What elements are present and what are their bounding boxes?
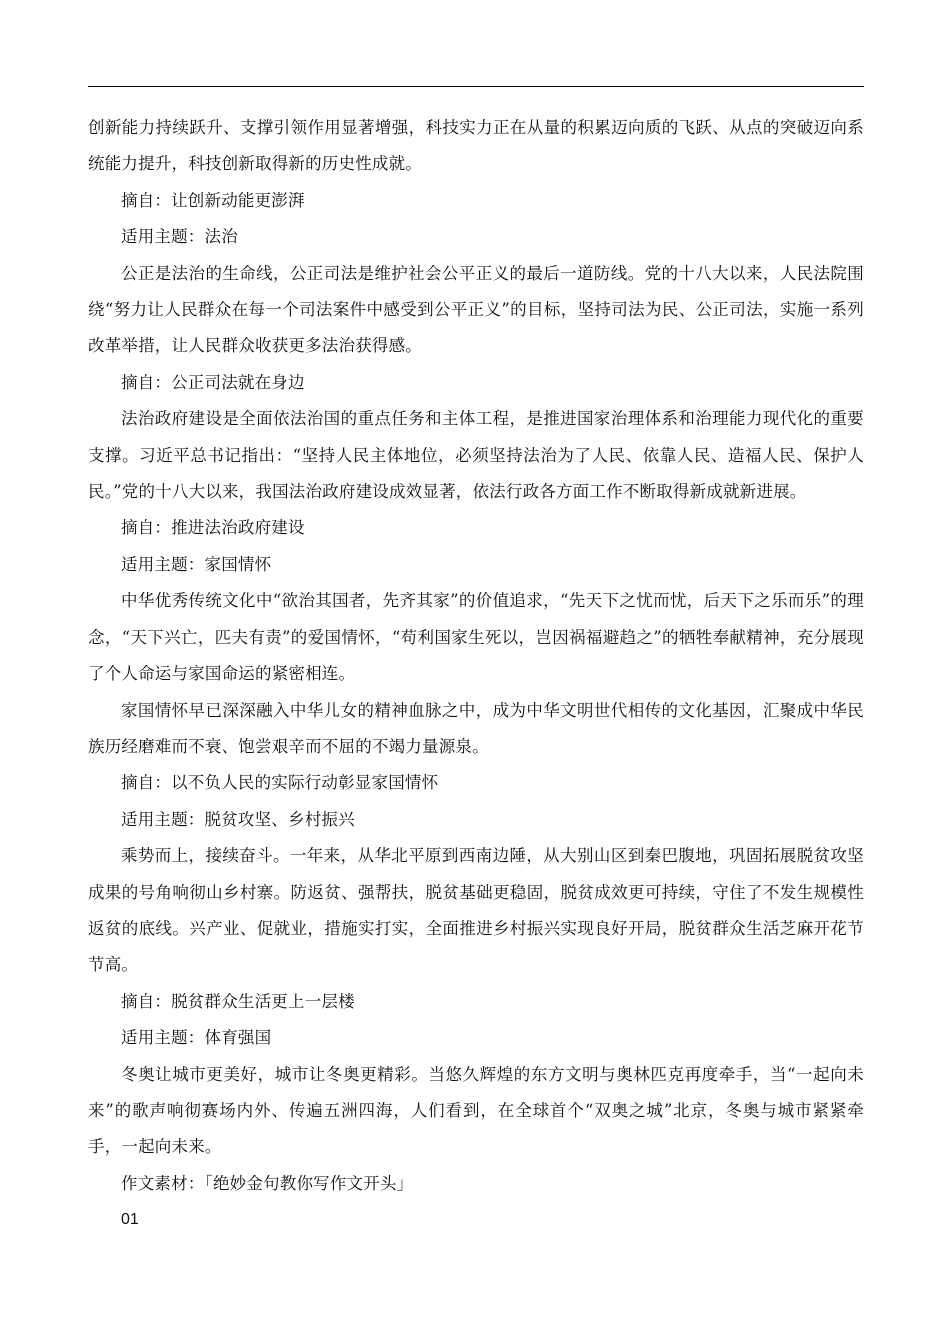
header-rule <box>88 86 864 87</box>
paragraph: 冬奥让城市更美好，城市让冬奥更精彩。当悠久辉煌的东方文明与奥林匹克再度牵手，当“一起向未来”的歌声响彻赛场内外、传遍五洲四海，人们看到，在全球首个“双奥之城”北京，冬奥与城市紧紧牵手，一起向未来。 <box>88 1064 864 1157</box>
paragraph-continuation: 创新能力持续跃升、支撑引领作用显著增强，科技实力正在从量的积累迈向质的飞跃、从点的突破迈向系统能力提升，科技创新取得新的历史性成就。 <box>88 118 864 174</box>
topic-heading: 适用主题：家国情怀 <box>121 554 272 574</box>
section-title: 作文素材：「绝妙金句教你写作文开头」 <box>121 1173 414 1193</box>
source-note: 摘自：让创新动能更澎湃 <box>121 190 305 210</box>
document-body <box>88 110 864 1239</box>
paragraph: 法治政府建设是全面依法治国的重点任务和主体工程，是推进国家治理体系和治理能力现代化的重要支撑。习近平总书记指出：“坚持人民主体地位，必须坚持法治为了人民、依靠人民、造福人民、保护人民。”党的十八大以来，我国法治政府建设成效显著，依法行政各方面工作不断取得新成就新进展。 <box>88 409 864 502</box>
section-number: 01 <box>121 1211 139 1229</box>
source-note: 摘自：脱贫群众生活更上一层楼 <box>121 991 355 1011</box>
source-note: 摘自：公正司法就在身边 <box>121 372 305 392</box>
source-note: 摘自：推进法治政府建设 <box>121 518 305 538</box>
paragraph: 公正是法治的生命线，公正司法是维护社会公平正义的最后一道防线。党的十八大以来，人民法院围绕“努力让人民群众在每一个司法案件中感受到公平正义”的目标，坚持司法为民、公正司法，实施一系列改革举措，让人民群众收获更多法治获得感。 <box>88 263 864 356</box>
source-note: 摘自：以不负人民的实际行动彰显家国情怀 <box>121 773 439 793</box>
paragraph: 中华优秀传统文化中“欲治其国者，先齐其家”的价值追求，“先天下之忧而忧，后天下之乐而乐”的理念，“天下兴亡，匹夫有责”的爱国情怀，“苟利国家生死以，岂因祸福避趋之”的牺牲奉献精神，充分展现了个人命运与家国命运的紧密相连。 <box>88 591 864 684</box>
topic-heading: 适用主题：脱贫攻坚、乡村振兴 <box>121 809 355 829</box>
paragraph: 乘势而上，接续奋斗。一年来，从华北平原到西南边陲，从大别山区到秦巴腹地，巩固拓展脱贫攻坚成果的号角响彻山乡村寨。防返贫、强帮扶，脱贫基础更稳固，脱贫成效更可持续，守住了不发生规模性返贫的底线。兴产业、促就业，措施实打实，全面推进乡村振兴实现良好开局，脱贫群众生活芝麻开花节节高。 <box>88 846 864 975</box>
paragraph: 家国情怀早已深深融入中华儿女的精神血脉之中，成为中华文明世代相传的文化基因，汇聚成中华民族历经磨难而不衰、饱尝艰辛而不屈的不竭力量源泉。 <box>88 700 864 756</box>
topic-heading: 适用主题：法治 <box>121 227 238 247</box>
topic-heading: 适用主题：体育强国 <box>121 1028 272 1048</box>
